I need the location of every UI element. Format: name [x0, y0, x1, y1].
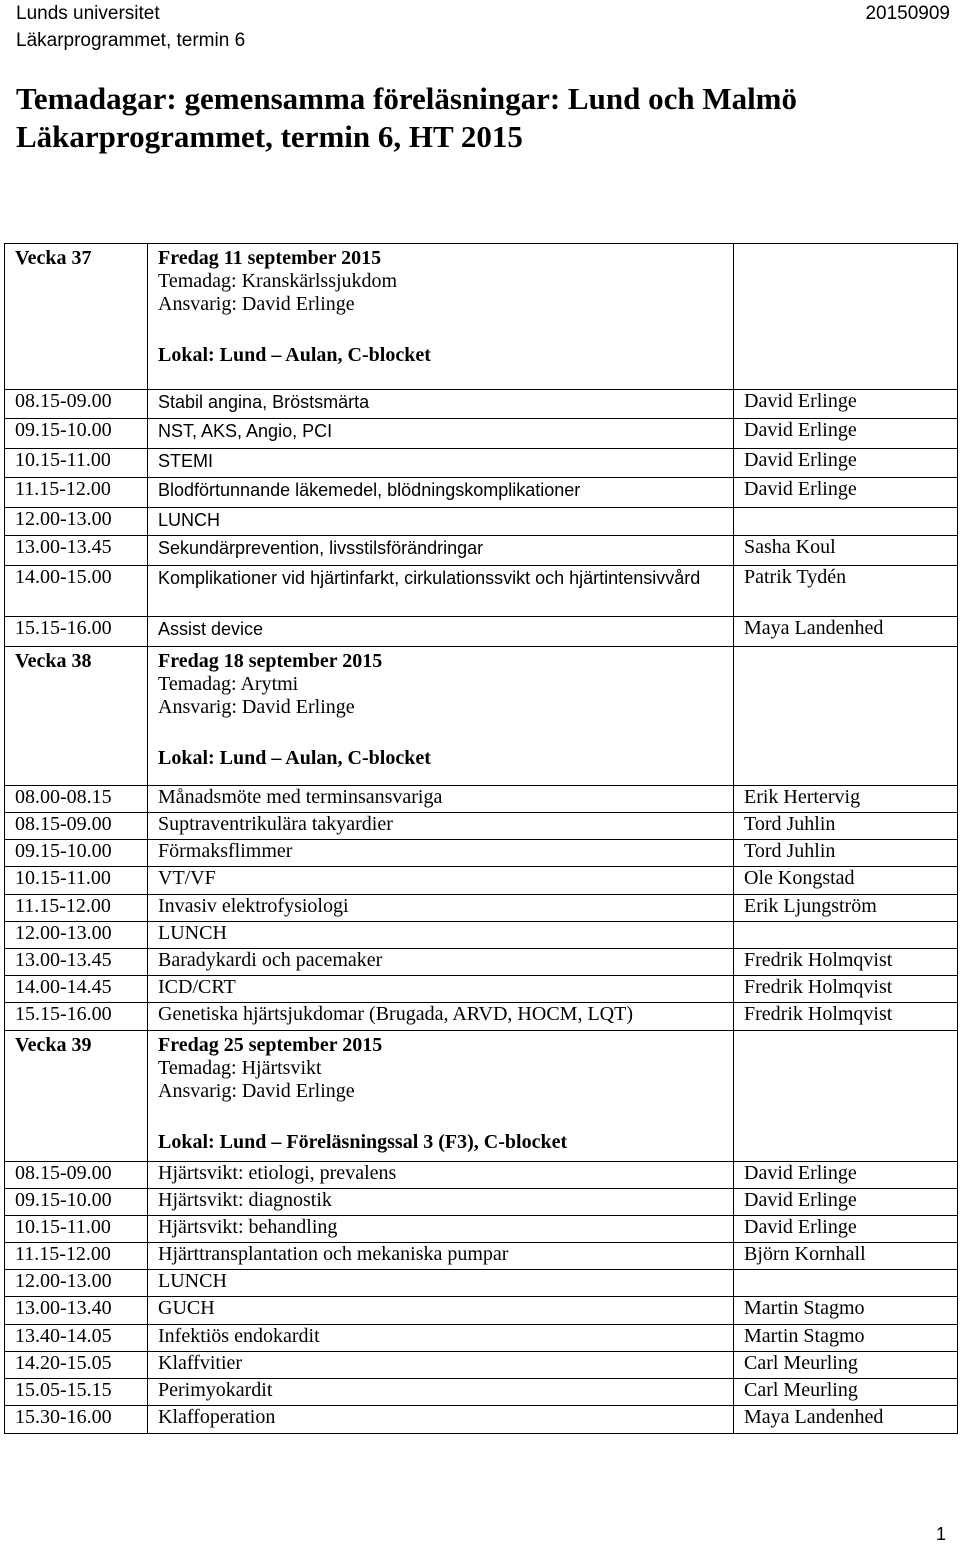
session-speaker: Erik Ljungström — [734, 895, 958, 922]
session-time: 13.00-13.45 — [5, 536, 148, 566]
session-time: 10.15-11.00 — [5, 1216, 148, 1243]
session-speaker — [734, 508, 958, 536]
session-time: 08.15-09.00 — [5, 813, 148, 840]
week-theme: Temadag: Kranskärlssjukdom — [158, 270, 398, 292]
session-topic: GUCH — [148, 1297, 734, 1325]
session-topic: Sekundärprevention, livsstilsförändringar — [148, 536, 734, 566]
session-topic: Suptraventrikulära takyardier — [148, 813, 734, 840]
session-speaker: David Erlinge — [734, 478, 958, 508]
session-topic: LUNCH — [148, 508, 734, 536]
week-label: Vecka 37 — [5, 244, 148, 390]
session-row — [5, 1216, 958, 1243]
document-date: 20150909 — [865, 3, 950, 24]
session-time: 09.15-10.00 — [5, 419, 148, 449]
week-theme: Temadag: Arytmi — [158, 673, 299, 695]
session-topic: Komplikationer vid hjärtinfarkt, cirkulationssvikt och hjärtintensivvård — [148, 566, 734, 617]
session-speaker: Martin Stagmo — [734, 1297, 958, 1325]
session-topic: Hjärtsvikt: etiologi, prevalens — [148, 1162, 734, 1189]
session-time: 15.15-16.00 — [5, 1003, 148, 1031]
program-name: Läkarprogrammet, termin 6 — [16, 30, 246, 51]
session-topic: VT/VF — [148, 867, 734, 895]
session-speaker: David Erlinge — [734, 1162, 958, 1189]
session-row — [5, 1270, 958, 1297]
session-topic: Hjärttransplantation och mekaniska pumpar — [148, 1243, 734, 1270]
week-info — [148, 1031, 734, 1162]
session-time: 13.00-13.45 — [5, 949, 148, 976]
session-row — [5, 1003, 958, 1031]
session-row — [5, 922, 958, 949]
session-row — [5, 813, 958, 840]
session-topic: STEMI — [148, 449, 734, 478]
university-name: Lunds universitet — [16, 3, 160, 24]
session-topic: Blodförtunnande läkemedel, blödningskomplikationer — [148, 478, 734, 508]
session-time: 12.00-13.00 — [5, 1270, 148, 1297]
session-time: 10.15-11.00 — [5, 867, 148, 895]
session-topic: Förmaksflimmer — [148, 840, 734, 867]
session-time: 14.00-15.00 — [5, 566, 148, 617]
session-speaker: Fredrik Holmqvist — [734, 976, 958, 1003]
session-row — [5, 1325, 958, 1352]
week-responsible: Ansvarig: David Erlinge — [158, 1080, 355, 1102]
week-day: Fredag 18 september 2015 — [158, 650, 383, 672]
session-row — [5, 1162, 958, 1189]
session-row — [5, 390, 958, 419]
session-row — [5, 478, 958, 508]
session-row — [5, 536, 958, 566]
session-row — [5, 949, 958, 976]
session-row — [5, 1379, 958, 1406]
session-speaker: David Erlinge — [734, 1189, 958, 1216]
session-topic: Klaffoperation — [148, 1406, 734, 1434]
session-topic: Invasiv elektrofysiologi — [148, 895, 734, 922]
session-row — [5, 1297, 958, 1325]
session-time: 09.15-10.00 — [5, 840, 148, 867]
session-speaker: Tord Juhlin — [734, 813, 958, 840]
session-time: 08.15-09.00 — [5, 1162, 148, 1189]
week-theme: Temadag: Hjärtsvikt — [158, 1057, 322, 1079]
week-day: Fredag 25 september 2015 — [158, 1034, 383, 1056]
session-speaker: Carl Meurling — [734, 1379, 958, 1406]
session-time: 08.15-09.00 — [5, 390, 148, 419]
session-row — [5, 1352, 958, 1379]
week-header-row — [5, 244, 958, 390]
week-empty-cell — [734, 1031, 958, 1162]
session-speaker: Patrik Tydén — [734, 566, 958, 617]
session-time: 14.20-15.05 — [5, 1352, 148, 1379]
session-time: 11.15-12.00 — [5, 1243, 148, 1270]
session-time: 13.00-13.40 — [5, 1297, 148, 1325]
session-time: 15.30-16.00 — [5, 1406, 148, 1434]
session-row — [5, 449, 958, 478]
session-topic: Hjärtsvikt: diagnostik — [148, 1189, 734, 1216]
session-time: 12.00-13.00 — [5, 922, 148, 949]
session-topic: Genetiska hjärtsjukdomar (Brugada, ARVD, HOCM, LQT) — [148, 1003, 734, 1031]
session-speaker: Maya Landenhed — [734, 617, 958, 647]
session-topic: LUNCH — [148, 922, 734, 949]
document-header-left — [16, 0, 245, 54]
session-speaker: Björn Kornhall — [734, 1243, 958, 1270]
session-speaker: Erik Hertervig — [734, 786, 958, 813]
session-topic: NST, AKS, Angio, PCI — [148, 419, 734, 449]
session-time: 11.15-12.00 — [5, 895, 148, 922]
week-empty-cell — [734, 244, 958, 390]
session-speaker: David Erlinge — [734, 390, 958, 419]
session-speaker: Tord Juhlin — [734, 840, 958, 867]
session-time: 14.00-14.45 — [5, 976, 148, 1003]
schedule-table — [4, 243, 958, 1434]
session-row — [5, 1189, 958, 1216]
session-speaker: David Erlinge — [734, 449, 958, 478]
week-label: Vecka 38 — [5, 647, 148, 786]
week-label: Vecka 39 — [5, 1031, 148, 1162]
session-topic: Hjärtsvikt: behandling — [148, 1216, 734, 1243]
session-speaker: Fredrik Holmqvist — [734, 1003, 958, 1031]
session-row — [5, 419, 958, 449]
session-speaker — [734, 1270, 958, 1297]
session-topic: Månadsmöte med terminsansvariga — [148, 786, 734, 813]
session-topic: Infektiös endokardit — [148, 1325, 734, 1352]
session-topic: Baradykardi och pacemaker — [148, 949, 734, 976]
session-row — [5, 617, 958, 647]
session-time: 08.00-08.15 — [5, 786, 148, 813]
session-row — [5, 566, 958, 617]
week-day: Fredag 11 september 2015 — [158, 247, 382, 269]
document-title — [16, 80, 797, 156]
session-topic: Stabil angina, Bröstsmärta — [148, 390, 734, 419]
session-speaker: Sasha Koul — [734, 536, 958, 566]
session-row — [5, 840, 958, 867]
week-info — [148, 647, 734, 786]
session-speaker: Ole Kongstad — [734, 867, 958, 895]
session-topic: ICD/CRT — [148, 976, 734, 1003]
week-location: Lokal: Lund – Aulan, C-blocket — [158, 747, 431, 769]
session-time: 13.40-14.05 — [5, 1325, 148, 1352]
session-row — [5, 895, 958, 922]
week-location: Lokal: Lund – Aulan, C-blocket — [158, 344, 431, 366]
session-speaker — [734, 922, 958, 949]
session-topic: LUNCH — [148, 1270, 734, 1297]
week-location: Lokal: Lund – Föreläsningssal 3 (F3), C-blocket — [158, 1131, 568, 1153]
session-topic: Assist device — [148, 617, 734, 647]
session-row — [5, 976, 958, 1003]
week-responsible: Ansvarig: David Erlinge — [158, 696, 355, 718]
session-row — [5, 1243, 958, 1270]
session-topic: Klaffvitier — [148, 1352, 734, 1379]
session-time: 10.15-11.00 — [5, 449, 148, 478]
week-header-row — [5, 1031, 958, 1162]
session-speaker: Maya Landenhed — [734, 1406, 958, 1434]
session-time: 15.05-15.15 — [5, 1379, 148, 1406]
week-empty-cell — [734, 647, 958, 786]
page-number: 1 — [935, 1524, 946, 1544]
session-row — [5, 867, 958, 895]
title-line-1: Temadagar: gemensamma föreläsningar: Lund och Malmö — [16, 81, 798, 116]
session-time: 11.15-12.00 — [5, 478, 148, 508]
session-time: 12.00-13.00 — [5, 508, 148, 536]
session-speaker: Fredrik Holmqvist — [734, 949, 958, 976]
session-speaker: Carl Meurling — [734, 1352, 958, 1379]
week-responsible: Ansvarig: David Erlinge — [158, 293, 355, 315]
week-header-row — [5, 647, 958, 786]
session-speaker: Martin Stagmo — [734, 1325, 958, 1352]
session-row — [5, 508, 958, 536]
title-line-2: Läkarprogrammet, termin 6, HT 2015 — [16, 119, 523, 154]
session-time: 15.15-16.00 — [5, 617, 148, 647]
session-speaker: David Erlinge — [734, 1216, 958, 1243]
week-info — [148, 244, 734, 390]
session-speaker: David Erlinge — [734, 419, 958, 449]
session-row — [5, 1406, 958, 1434]
session-time: 09.15-10.00 — [5, 1189, 148, 1216]
session-topic: Perimyokardit — [148, 1379, 734, 1406]
session-row — [5, 786, 958, 813]
